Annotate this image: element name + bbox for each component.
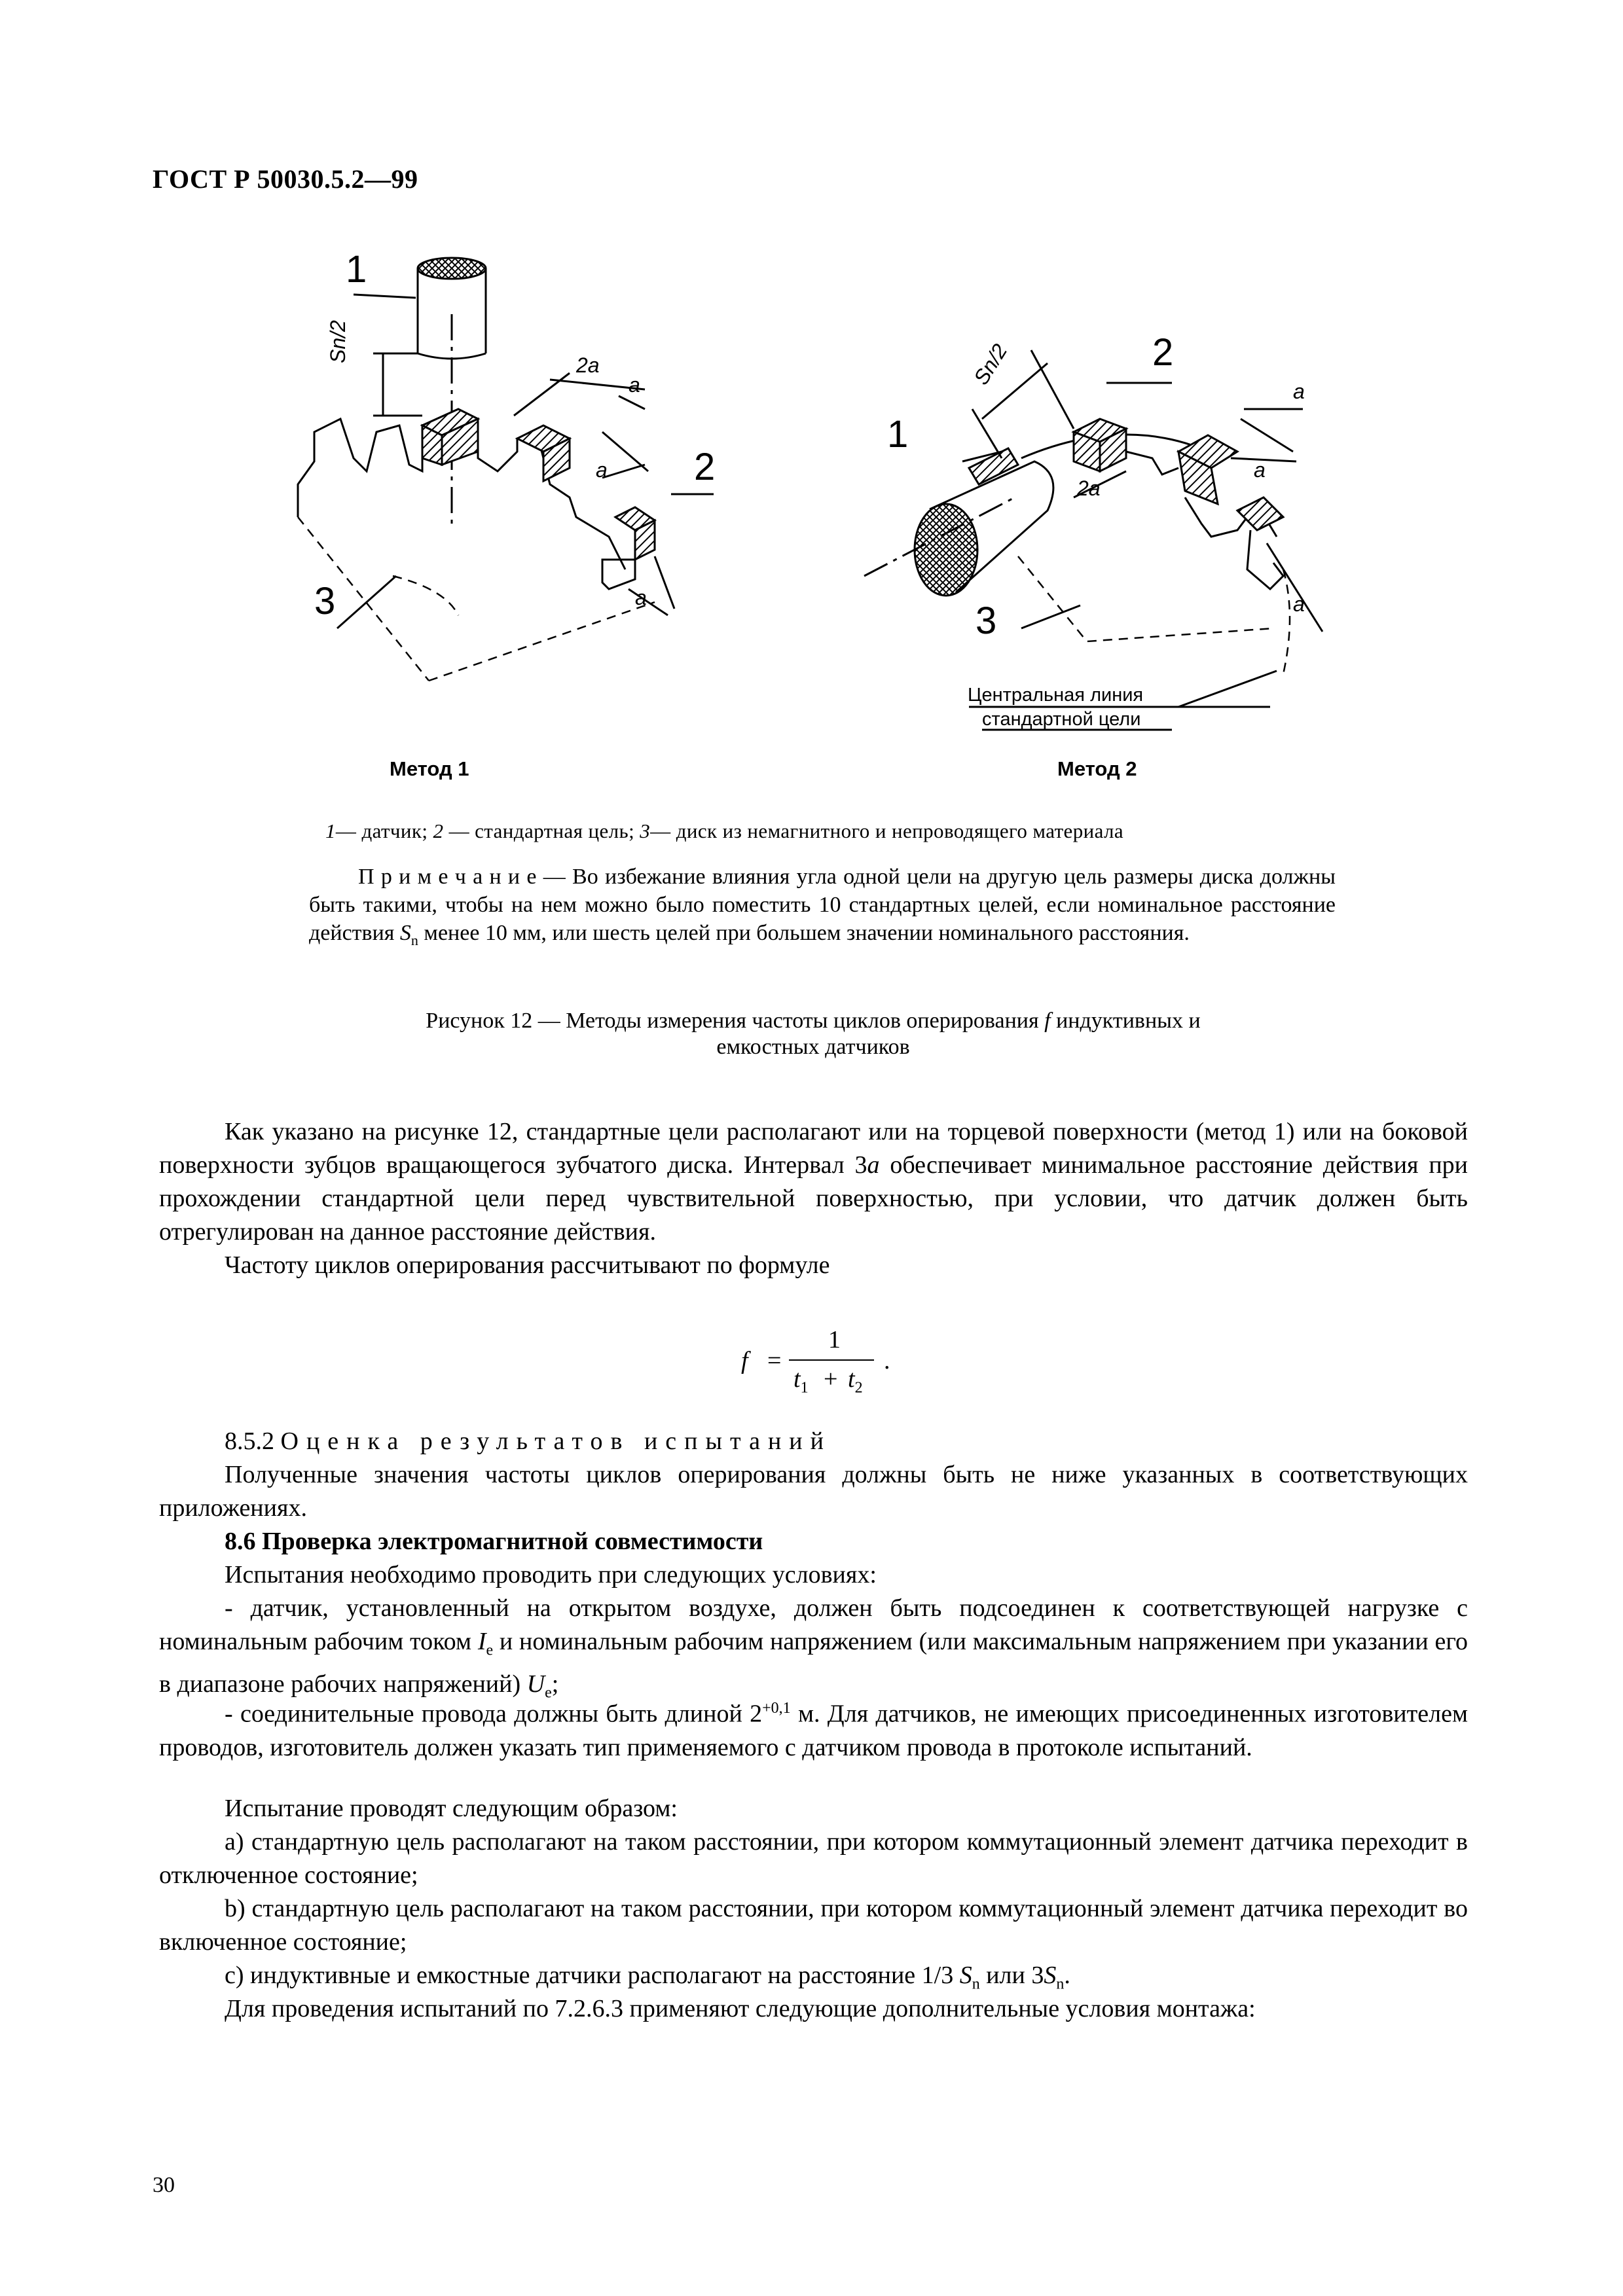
paragraph-3: Полученные значения частоты циклов оперирования должны быть не ниже указанных в соответствующих приложениях.	[159, 1461, 1468, 1522]
paragraph-2: Частоту циклов оперирования рассчитывают по формуле	[225, 1251, 830, 1279]
method2-dim-sn2: Sn/2	[969, 340, 1012, 389]
method2-dim-a-bottom: a	[1293, 592, 1305, 616]
paragraph-4: Испытания необходимо проводить при следующих условиях:	[225, 1561, 877, 1588]
section-852-heading: 8.5.2 Оценка результатов испытаний	[225, 1427, 831, 1455]
document-header: ГОСТ Р 50030.5.2—99	[153, 164, 418, 194]
method1-dim-a-mid: a	[596, 458, 608, 482]
paragraph-8: а) стандартную цель располагают на таком расстоянии, при котором коммутационный элемент датчика переходит в отключенное состояние;	[159, 1828, 1468, 1889]
figure-12-drawing	[0, 0, 1623, 812]
paragraph-9: b) стандартную цель располагают на таком расстоянии, при котором коммутационный элемент датчика переходит во включенное состояние;	[159, 1895, 1468, 1956]
method1-title: Метод 1	[390, 757, 469, 780]
paragraph-6: - соединительные провода должны быть длиной $2^{+0,1}$ м. Для датчиков, не имеющих присоединенных изготовителем проводов, изготовитель должен указать тип применяемого с датчиком провода в протоколе испытаний.	[159, 1700, 1468, 1761]
method1-dim-a-bottom: a	[635, 586, 647, 609]
method2-label-2: 2	[1152, 331, 1174, 374]
method2-dim-2a: 2a	[1077, 476, 1101, 500]
method2-label-1: 1	[887, 413, 909, 456]
figure-caption: Рисунок 12 — Методы измерения частоты циклов оперирования f индуктивных и емкостных датчиков	[426, 1009, 1201, 1059]
method1-label-2: 2	[694, 446, 716, 488]
section-86-heading: 8.6 Проверка электромагнитной совместимости	[225, 1528, 763, 1555]
method2-dim-a-top: a	[1293, 380, 1305, 403]
method1-dim-a-top: a	[629, 373, 640, 397]
paragraph-1: Как указано на рисунке 12, стандартные цели располагают или на торцевой поверхности (метод 1) или на боковой поверхности зубцов вращающегося зубчатого диска. Интервал 3a обеспечивает минимальное расстояние действия при прохождении стандартной цели перед чувствительной поверхностью, при условии, что датчик должен быть отрегулирован на данное расстояние действия.	[159, 1118, 1468, 1246]
method2-dim-a-mid: a	[1254, 458, 1266, 482]
method1-disc	[298, 409, 655, 681]
method2-sensor	[864, 448, 1053, 596]
paragraph-10: с) индуктивные и емкостные датчики располагают на расстояние 1/3 $S_n$ или $3S_n$.	[225, 1962, 1070, 1993]
paragraph-11: Для проведения испытаний по 7.2.6.3 применяют следующие дополнительные условия монтажа:	[225, 1995, 1256, 2022]
method2-label-3: 3	[976, 600, 997, 642]
page-number: 30	[153, 2173, 175, 2197]
center-line-label-2: стандартной цели	[982, 709, 1141, 730]
method1-sensor	[418, 258, 486, 524]
figure-legend: 1— датчик; 2 — стандартная цель; 3— диск из немагнитного и непроводящего материала	[325, 819, 1124, 842]
center-line-label-1: Центральная линия	[968, 685, 1144, 706]
method2-disc	[1018, 419, 1290, 674]
method2-dimensions	[962, 350, 1322, 730]
method1-label-1: 1	[346, 248, 367, 291]
method1-dimensions	[337, 295, 714, 628]
method1-label-3: 3	[314, 580, 336, 622]
method2-title: Метод 2	[1057, 757, 1137, 780]
figure-note: П р и м е ч а н и е — Во избежание влияния угла одной цели на другую цель размеры диска должны быть такими, чтобы на нем можно было поместить 10 стандартных целей, если номинальное расстояние действия $S_n$ менее 10 мм, или шесть целей при большем значении номинального расстояния.	[309, 865, 1336, 948]
method1-dim-sn2: Sn/2	[326, 320, 350, 363]
paragraph-5: - датчик, установленный на открытом воздухе, должен быть подсоединен к соответствующей нагрузке с номинальным рабочим током $I_e$ и номинальным рабочим напряжением (или максимальным напряжением при указании его в диапазоне рабочих напряжений) $U_e$;	[159, 1594, 1468, 1702]
paragraph-7: Испытание проводят следующим образом:	[225, 1795, 678, 1822]
method1-dim-2a: 2a	[576, 353, 600, 377]
